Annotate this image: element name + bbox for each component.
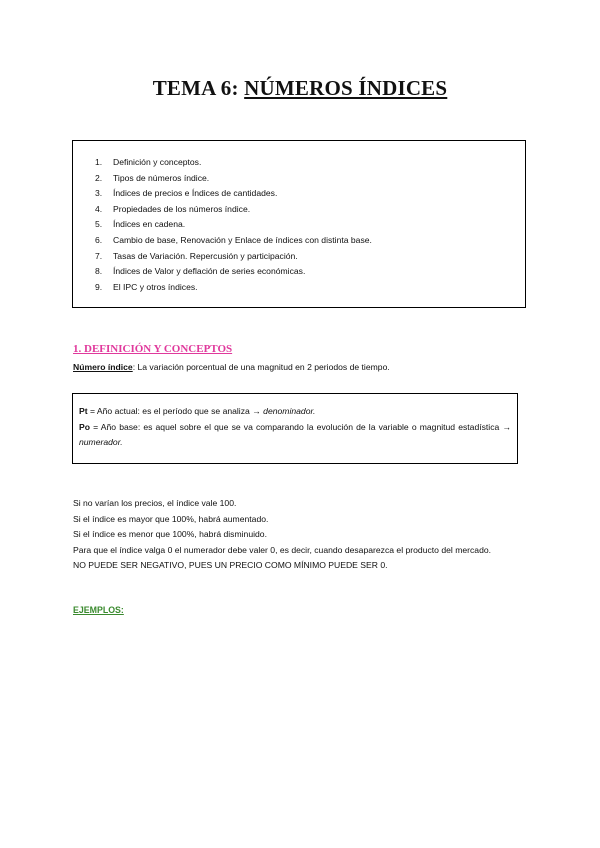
notes-block: [73, 496, 531, 574]
po-text: = Año base: es aquel sobre el que se va comparando la evolución de la variable o magnitud estadística →: [89, 422, 511, 432]
pt-italic: denominador.: [263, 406, 316, 416]
po-label: Po: [79, 422, 90, 432]
toc-item: 6. Cambio de base, Renovación y Enlace de índices con distinta base.: [95, 234, 372, 245]
toc-item: 5. Índices en cadena.: [95, 219, 186, 230]
note-line: Si el índice es menor que 100%, habrá disminuido.: [73, 529, 267, 540]
toc-item: 2. Tipos de números índice.: [95, 172, 210, 183]
note-line: NO PUEDE SER NEGATIVO, PUES UN PRECIO COMO MÍNIMO PUEDE SER 0.: [73, 560, 388, 571]
examples-heading: EJEMPLOS:: [73, 605, 124, 615]
toc-item: 1. Definición y conceptos.: [95, 157, 202, 167]
section-heading-definicion: 1. DEFINICIÓN Y CONCEPTOS: [73, 343, 233, 355]
title-underlined: NÚMEROS ÍNDICES: [244, 76, 448, 100]
definition-term: Número índice: [73, 362, 133, 372]
definition-text: : La variación porcentual de una magnitud en 2 periodos de tiempo.: [132, 362, 390, 372]
note-line: Si no varían los precios, el índice vale 100.: [73, 498, 237, 508]
pt-text: = Año actual: es el período que se analiza →: [87, 406, 264, 416]
title-prefix: TEMA 6:: [152, 76, 245, 100]
toc-item: 4. Propiedades de los números índice.: [95, 203, 251, 214]
toc-list: [95, 155, 372, 295]
po-italic: numerador.: [79, 437, 123, 447]
table-of-contents: [72, 140, 526, 308]
po-definition: [79, 420, 511, 450]
toc-item: 3. Índices de precios e Índices de cantidades.: [95, 188, 278, 199]
note-line: Para que el índice valga 0 el numerador debe valer 0, es decir, cuando desaparezca el producto del mercado.: [73, 544, 492, 555]
note-line: Si el índice es mayor que 100%, habrá aumentado.: [73, 513, 269, 524]
page-title: [0, 76, 600, 101]
toc-item: 7. Tasas de Variación. Repercusión y participación.: [95, 250, 298, 261]
pt-definition: [79, 406, 315, 416]
definition-line: [73, 362, 390, 372]
toc-item: 8. Índices de Valor y deflación de series económicas.: [95, 266, 306, 277]
pt-label: Pt: [79, 406, 88, 416]
definition-box: [72, 393, 518, 464]
toc-item: 9. El IPC y otros índices.: [95, 281, 198, 292]
